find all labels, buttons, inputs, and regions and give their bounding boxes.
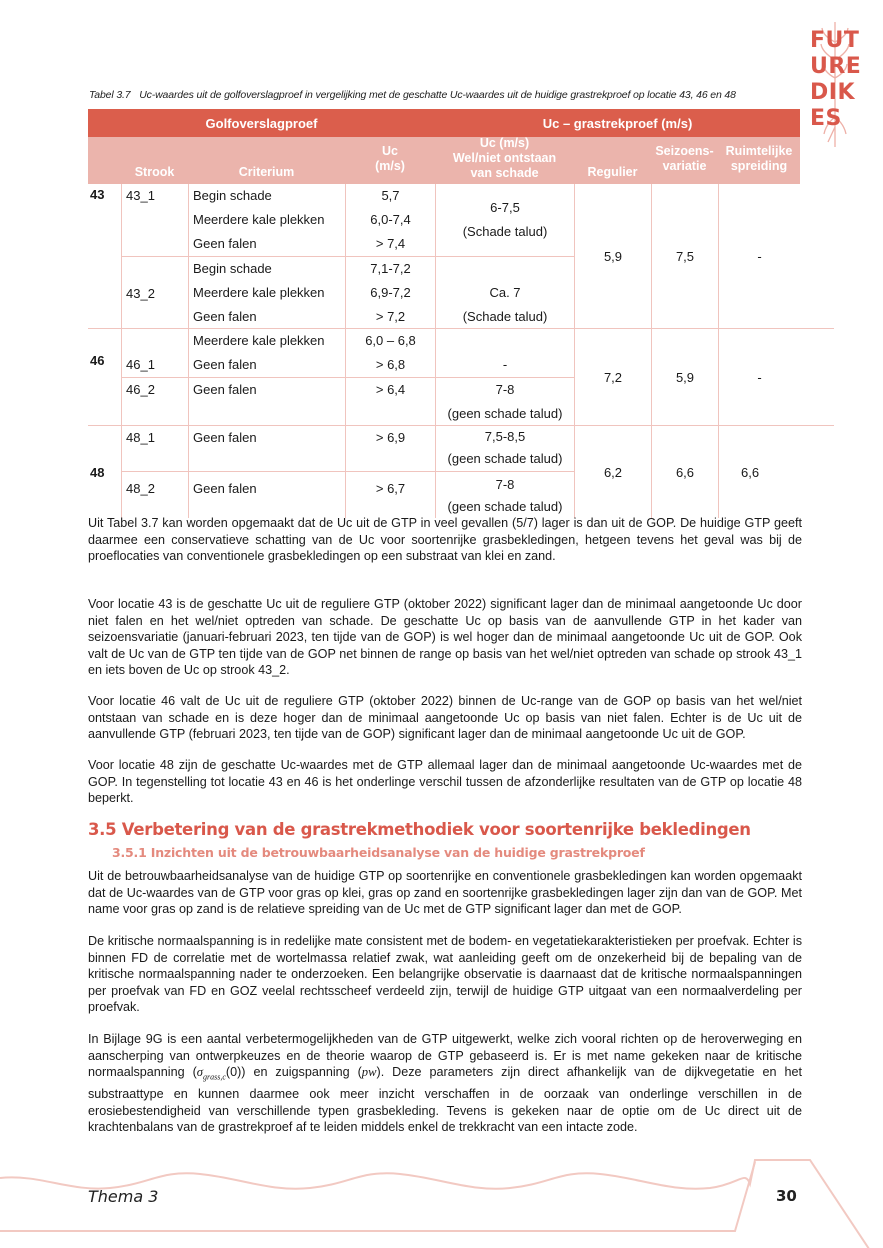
logo-line: DIK — [810, 80, 855, 105]
criterium-value: Meerdere kale plekken — [193, 285, 325, 300]
strook-value: 43_1 — [126, 188, 155, 203]
seizoen-cell — [651, 184, 718, 328]
col-header-wel-niet-line: Uc (m/s) — [479, 136, 530, 150]
criterium-cell — [188, 257, 345, 329]
table-caption-text: Uc-waardes uit de golfoverslagproef in vergelijking met de geschatte Uc-waardes uit de huidige grastrekproef op locatie 43, 46 en 48 — [139, 89, 736, 101]
paragraph-critical-normal-stress: De kritische normaalspanning is in redelijke mate consistent met de bodem- en vegetatiekarakteristieken per proefvak. Echter is binnen FD de correlatie met de wortelmassa relatief zwak, wat aanleiding geeft om de onzekerheid bij de bepaling van de kritische normaalspanning nader te onderzoeken. Een belangrijke observatie is daarnaast dat de kritische normaalspanningen per proefvak van FD en GOZ veelal rechtsscheef verdeeld zijn, terwijl de huidige GTP uitgaat van een normaalverdeling per proefvak. — [88, 934, 802, 1014]
col-header-wel-niet-line: van schade — [470, 166, 539, 180]
col-header-seizoen-line: Seizoens- — [655, 143, 714, 158]
wel-niet-note: (geen schade talud) — [447, 406, 563, 421]
col-header-regulier: Regulier — [587, 165, 638, 179]
strook-value: 43_2 — [126, 285, 155, 301]
uc-value: 6,0 – 6,8 — [365, 333, 416, 348]
wel-niet-note: (geen schade talud) — [447, 451, 563, 466]
uc-value: > 7,4 — [375, 236, 406, 251]
logo-line: URE — [810, 54, 862, 79]
col-header-ruimtelijke-spreiding — [718, 137, 800, 184]
wel-niet-value: 7-8 — [495, 382, 515, 397]
uc-value: > 7,2 — [375, 309, 406, 324]
col-header-uc-line: (m/s) — [375, 158, 405, 173]
uc-cell — [345, 378, 435, 426]
table-group-header-row — [88, 109, 800, 137]
criterium-value: Meerdere kale plekken — [193, 333, 325, 348]
table-row — [121, 472, 574, 518]
strook-cell — [121, 184, 188, 256]
location-label: 43 — [90, 187, 105, 202]
criterium-value: Geen falen — [193, 480, 257, 496]
ruimte-cell — [718, 329, 800, 425]
criterium-cell — [188, 184, 345, 256]
table-body — [88, 184, 834, 518]
wel-niet-value: 7-8 — [495, 476, 515, 492]
table-row — [121, 329, 574, 378]
location-group-48 — [88, 426, 834, 518]
col-header-wel-niet-line: Wel/niet ontstaan — [452, 151, 557, 165]
logo-line: FUT — [810, 28, 860, 53]
footer-section-label: Thema 3 — [88, 1187, 159, 1206]
col-header-location — [88, 137, 121, 184]
wel-niet-cell — [435, 378, 574, 426]
criterium-cell — [188, 426, 345, 471]
criterium-value: Geen falen — [193, 357, 257, 372]
uc-value: 5,7 — [381, 188, 400, 203]
criterium-value: Geen falen — [193, 382, 257, 397]
uc-value: 6,9-7,2 — [370, 285, 411, 300]
strook-value: 46_2 — [126, 382, 155, 397]
seizoen-value: 5,9 — [675, 369, 695, 385]
paragraph-improvements — [88, 1031, 802, 1136]
col-header-uc — [345, 137, 435, 184]
uc-value: 7,1-7,2 — [370, 261, 411, 276]
paragraph-table-conclusion: Uit Tabel 3.7 kan worden opgemaakt dat de Uc uit de GTP in veel gevallen (5/7) lager is dan uit de GOP. De huidige GTP geeft daarmee een conservatieve schatting van de Uc voor soortenrijke grasbekledingen, hetgeen tevens het geval was bij de proeflocaties van conventionele grasbekledingen op een substraat van klei en zand. — [88, 516, 802, 563]
uc-value: > 6,7 — [375, 480, 406, 496]
uc-cell — [345, 329, 435, 377]
ruimte-value: - — [757, 248, 762, 264]
paragraph-text: ). Deze parameters zijn direct afhankelijk van de dijkvegetatie en het substraattype en kunnen daarmee ook meer inzicht verschaffen in de oorzaak van onderlinge verschillen in de erosiebestendigheid van verschillende typen grasbekleding. Tevens is gekeken naar de optie om de Uc direct uit de krachtenbalans van de grastrekproef af te leiden middels enkel de trekkracht van een intacte zode. — [88, 1065, 802, 1135]
paragraph-location-43: Voor locatie 43 is de geschatte Uc uit de reguliere GTP (oktober 2022) significant lager dan de minimaal aangetoonde Uc door niet falen en het wel/niet optreden van schade. De geschatte Uc op basis van de aanvullende GTP in het kader van seizoensvariatie (januari-februari 2023, ten tijde van de GOP) is wel hoger dan de minimaal aangetoonde Uc uit de GOP. Ook valt de Uc van de GTP ten tijde van de GOP net binnen de range op basis van het wel/niet optreden van schade op strook 43_1 en iets boven de Uc op strook 43_2. — [88, 597, 802, 677]
uc-cell — [345, 257, 435, 329]
pw-symbol: pw — [361, 1065, 377, 1079]
regulier-cell — [574, 329, 651, 425]
group-header-golfoverslagproef: Golfoverslagproef — [205, 115, 318, 131]
wel-niet-cell — [435, 184, 574, 256]
regulier-value: 6,2 — [603, 464, 623, 480]
regulier-value: 7,2 — [603, 369, 623, 385]
criterium-value: Geen falen — [193, 236, 257, 251]
section-heading-3-5: 3.5 Verbetering van de grastrekmethodiek voor soortenrijke bekledingen — [88, 820, 751, 839]
paragraph-location-48: Voor locatie 48 zijn de geschatte Uc-waardes met de GTP allemaal lager dan de minimaal aangetoonde Uc-waardes met de GOP. In tegenstelling tot locatie 43 en 46 is het onderlinge verschil tussen de afzonderlijke resultaten van de GTP op locatie 48 beperkt. — [88, 758, 802, 805]
strook-cell — [121, 426, 188, 471]
location-label: 46 — [90, 353, 105, 368]
wel-niet-value: 7,5-8,5 — [484, 429, 526, 444]
seizoen-value: 7,5 — [675, 248, 695, 264]
regulier-value: 5,9 — [603, 248, 623, 264]
regulier-cell — [574, 184, 651, 328]
paragraph-reliability-analysis: Uit de betrouwbaarheidsanalyse van de huidige GTP op soortenrijke en conventionele grasbekledingen kan worden opgemaakt dat de Uc-waardes van de GTP voor gras op klei, gras op zand en soortenrijke grasbekledingen lager zijn dan van de GOP. Met name voor gras op zand is de relatieve spreiding van de Uc met de GTP significant lager dan met de GOP. — [88, 869, 802, 916]
wel-niet-note: (Schade talud) — [462, 309, 548, 324]
ruimte-cell — [718, 426, 800, 518]
wel-niet-value: Ca. 7 — [489, 285, 521, 300]
paragraph-text: (0)) en zuigspanning ( — [225, 1065, 362, 1079]
criterium-cell — [188, 329, 345, 377]
seizoen-cell — [651, 329, 718, 425]
col-header-seizoen-line: variatie — [662, 158, 707, 173]
strook-cell — [121, 257, 188, 329]
wel-niet-value: 6-7,5 — [490, 200, 520, 215]
criterium-cell — [188, 472, 345, 518]
table-number: Tabel 3.7 — [89, 89, 131, 101]
uc-cell — [345, 472, 435, 518]
table-caption — [89, 89, 736, 101]
page-number: 30 — [776, 1187, 797, 1205]
wel-niet-note: (geen schade talud) — [447, 498, 563, 514]
uc-value: > 6,4 — [375, 382, 406, 397]
table-row — [121, 184, 574, 257]
strook-value: 48_1 — [126, 430, 155, 445]
location-group-46 — [88, 329, 834, 426]
table-row — [121, 257, 574, 329]
sigma-symbol: σ — [196, 1065, 203, 1079]
wel-niet-cell — [435, 257, 574, 329]
location-label: 48 — [90, 464, 105, 480]
criterium-cell — [188, 378, 345, 426]
uc-value: > 6,9 — [375, 430, 406, 445]
uc-value: 6,0-7,4 — [370, 212, 411, 227]
strook-value: 46_1 — [126, 357, 155, 372]
paragraph-location-46: Voor locatie 46 valt de Uc uit de reguliere GTP (oktober 2022) binnen de Uc-range van de GOP op basis van het wel/niet ontstaan van schade en is deze hoger dan de minimaal aangetoonde Uc op basis van niet falen. Echter is de Uc uit de aanvullende GTP (februari 2023, ten tijde van de GOP) significant lager dan de minimaal aangetoonde Uc uit de GOP. — [88, 694, 802, 741]
strook-cell — [121, 378, 188, 426]
strook-cell — [121, 472, 188, 518]
table-column-header-row — [88, 137, 800, 184]
group-header-grastrekproef: Uc – grastrekproef (m/s) — [542, 115, 693, 131]
wel-niet-cell — [435, 472, 574, 518]
subsection-heading-3-5-1: 3.5.1 Inzichten uit de betrouwbaarheidsanalyse van de huidige grastrekproef — [112, 845, 645, 860]
uc-comparison-table — [88, 109, 834, 518]
wel-niet-value: - — [502, 357, 508, 372]
ruimte-value: 6,6 — [741, 464, 760, 480]
uc-value: > 6,8 — [375, 357, 406, 372]
criterium-value: Geen falen — [193, 309, 257, 324]
table-row — [121, 426, 574, 472]
ruimte-value: - — [757, 369, 762, 385]
col-header-strook: Strook — [134, 165, 175, 179]
table-row — [121, 378, 574, 426]
wel-niet-cell — [435, 329, 574, 377]
regulier-cell — [574, 426, 651, 518]
criterium-value: Geen falen — [193, 430, 257, 445]
col-header-ruimte-line: Ruimtelijke — [725, 143, 793, 158]
col-header-ruimte-line: spreiding — [730, 158, 788, 173]
uc-cell — [345, 184, 435, 256]
criterium-value: Begin schade — [193, 261, 272, 276]
wel-niet-cell — [435, 426, 574, 471]
paragraph-text: In Bijlage 9G is een aantal verbetermogelijkheden van de GTP uitgewerkt, welke zich vooral richten op de heroverweging en aanscherping van ontwerpkeuzes en de theorie waarop de GTP gebaseerd is. Er is met name gekeken naar de kritische normaalspanning ( — [88, 1032, 802, 1079]
strook-cell — [121, 329, 188, 377]
sigma-subscript: grass,c — [203, 1072, 226, 1082]
criterium-value: Meerdere kale plekken — [193, 212, 325, 227]
col-header-uc-line: Uc — [382, 143, 398, 158]
col-header-wel-niet — [435, 137, 574, 184]
seizoen-value: 6,6 — [675, 464, 695, 480]
seizoen-cell — [651, 426, 718, 518]
col-header-seizoensvariatie — [651, 137, 718, 184]
criterium-value: Begin schade — [193, 188, 272, 203]
wel-niet-note: (Schade talud) — [462, 224, 548, 239]
logo-line: ES — [810, 106, 842, 131]
strook-value: 48_2 — [126, 480, 155, 496]
ruimte-cell — [718, 184, 800, 328]
uc-cell — [345, 426, 435, 471]
location-group-43 — [88, 184, 834, 329]
col-header-criterium: Criterium — [238, 165, 295, 179]
